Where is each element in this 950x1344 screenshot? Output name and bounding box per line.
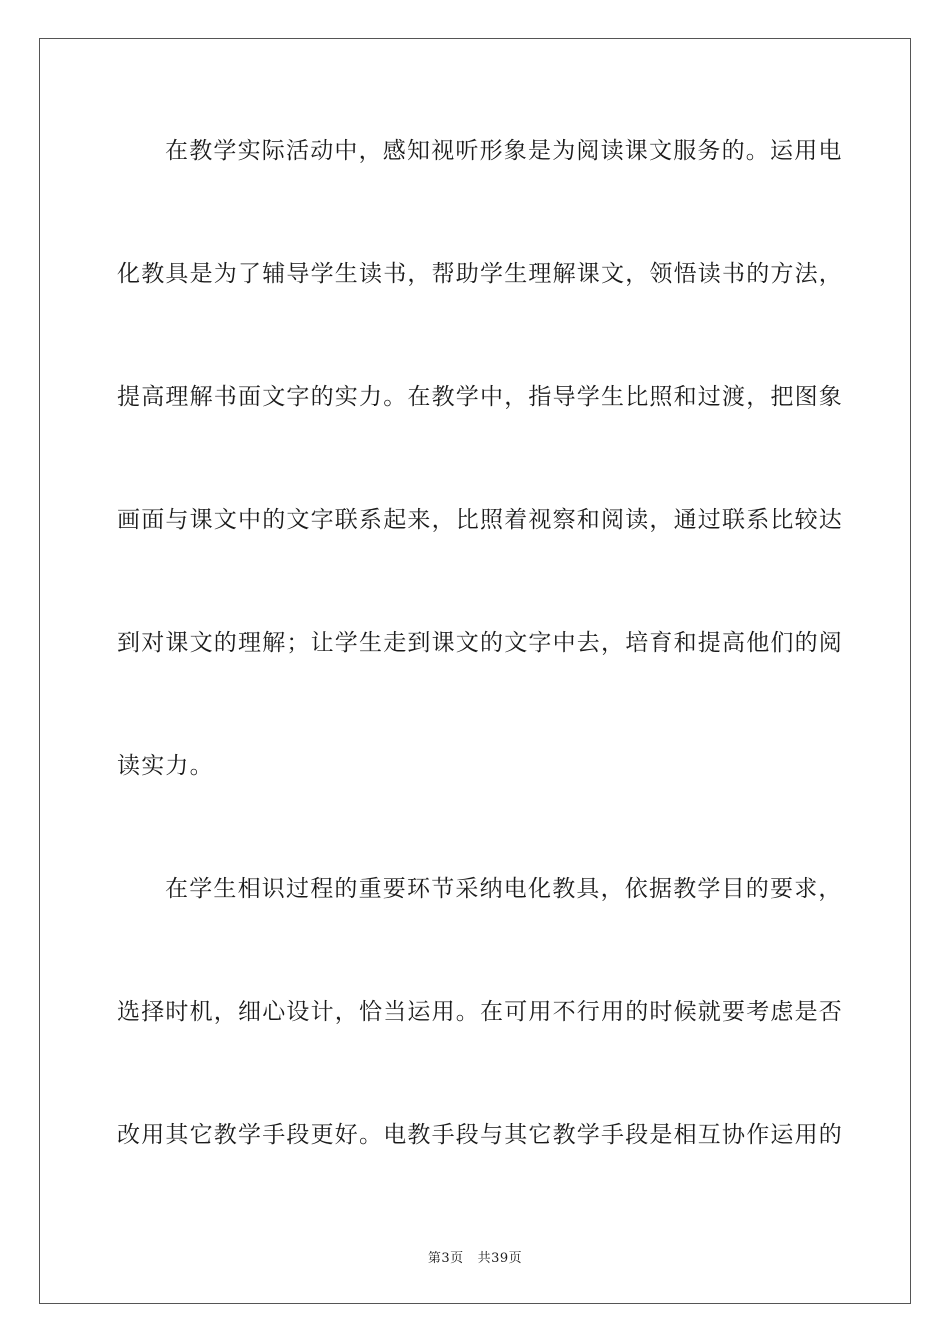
text-line: 在教学实际活动中，感知视听形象是为阅读课文服务的。运用电 [165,138,843,164]
page-footer [0,1247,950,1266]
text-line: 到对课文的理解；让学生走到课文的文字中去，培育和提高他们的阅 [117,630,843,656]
text-line: 改用其它教学手段更好。电教手段与其它教学手段是相互协作运用的 [117,1122,843,1148]
text-line: 选择时机，细心设计，恰当运用。在可用不行用的时候就要考虑是否 [117,999,843,1025]
page-total: 共39页 [477,1251,523,1266]
text-line: 化教具是为了辅导学生读书，帮助学生理解课文，领悟读书的方法， [117,261,843,287]
text-line: 在学生相识过程的重要环节采纳电化教具，依据教学目的要求， [165,876,843,902]
text-line: 画面与课文中的文字联系起来，比照着视察和阅读，通过联系比较达 [117,507,843,533]
text-line: 提高理解书面文字的实力。在教学中，指导学生比照和过渡，把图象 [117,384,843,410]
text-line: 读实力。 [117,753,214,779]
paragraph-2 [117,861,843,1169]
page-number: 第3页 [427,1251,464,1266]
paragraph-1 [117,123,843,800]
document-body [117,123,843,1230]
